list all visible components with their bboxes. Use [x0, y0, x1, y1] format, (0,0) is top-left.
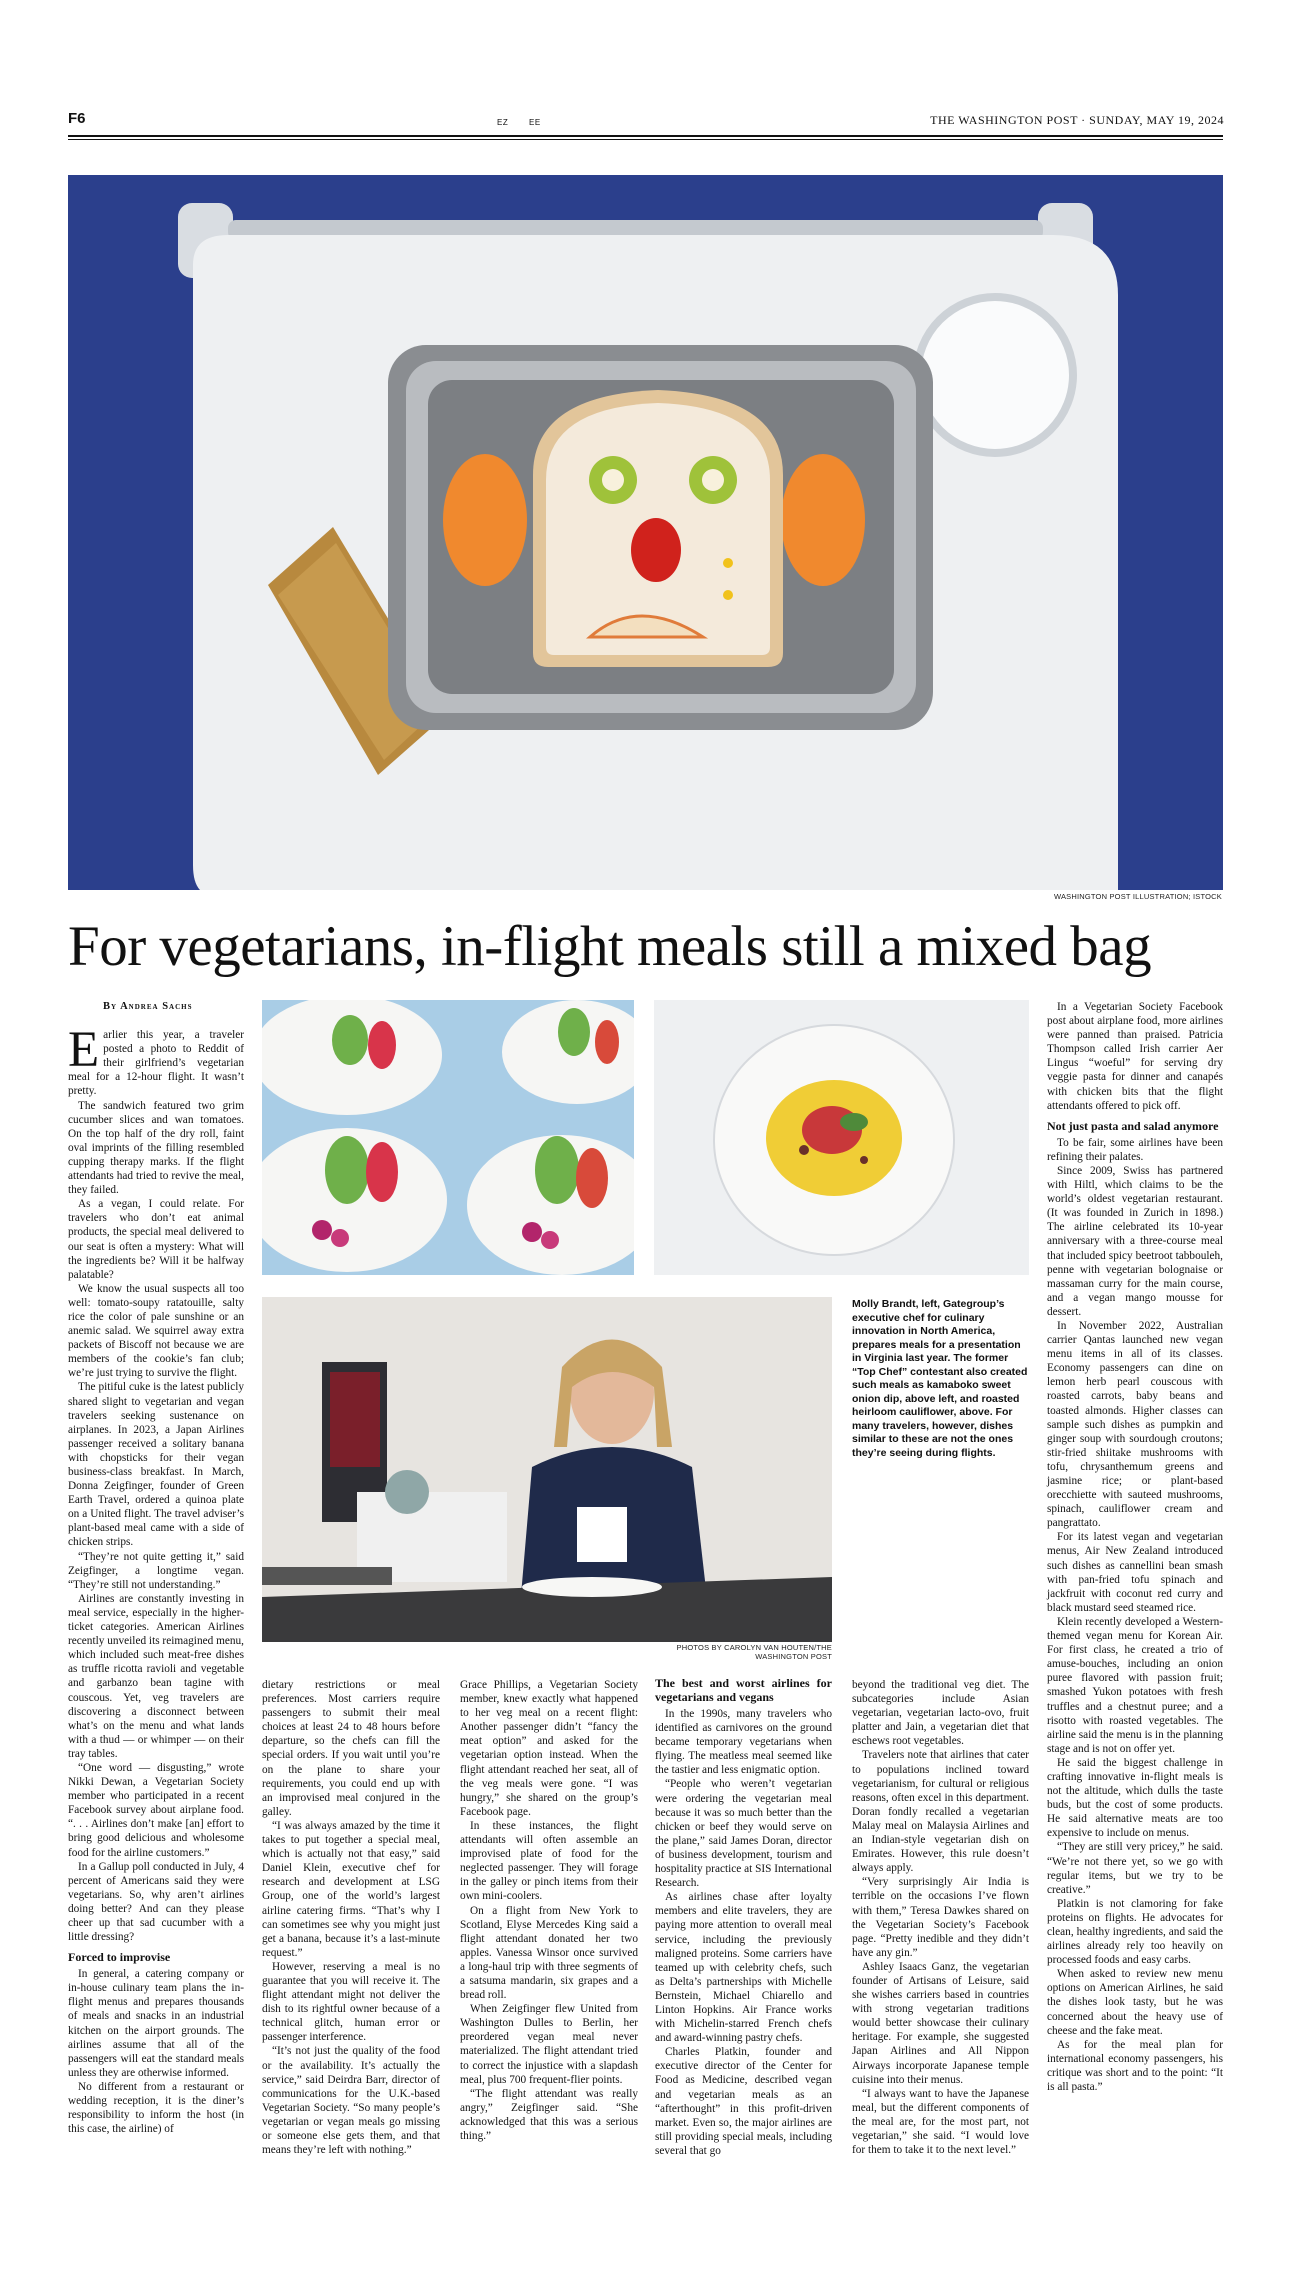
hero-illustration: [68, 175, 1223, 890]
paragraph: On a flight from New York to Scotland, Elyse Mercedes King said a flight attendant donated her two apples. Vanessa Winsor once survived a long-haul trip with three segments of a satsuma mandarin, six grapes and a bread roll.: [460, 1904, 638, 2002]
photo-cauliflower-plate: [654, 1000, 1029, 1275]
headline: For vegetarians, in-flight meals still a mixed bag: [68, 915, 1152, 978]
photo-dip-bowls: [262, 1000, 634, 1275]
paragraph: “One word — disgusting,” wrote Nikki Dewan, a Vegetarian Society member who participated in a recent Facebook survey about airplane food. “. . . Airlines don’t make [an] effort to bring good delicious and wholesome food for the airline customers.”: [68, 1761, 244, 1859]
paragraph: Klein recently developed a Western-themed vegan menu for Korean Air. For first class, he created a trio of amuse-bouches, including an onion puree flavored with passion fruit; smashed Yukon potatoes with fresh truffles and a chestnut puree; and a risotto with roasted vegetables. The airline said the menu is in the planning stage and is not on offer yet.: [1047, 1615, 1223, 1755]
subhead: The best and worst airlines for vegetarians and vegans: [655, 1676, 832, 1704]
edition-code: EZ: [497, 118, 509, 127]
masthead-rule: [68, 139, 1223, 140]
paragraph: The pitiful cuke is the latest publicly shared slight to vegetarian and vegan travelers seeking sustenance on airplanes. In 2023, a Japan Airlines passenger received a solitary banana with chopsticks for their vegan business-class breakfast. In March, Donna Zeigfinger, founder of Green Earth Travel, ordered a quinoa plate on a United flight. The travel adviser’s plant-based meal came with a side of chicken strips.: [68, 1381, 244, 1549]
cauliflower-plate-image: [654, 1000, 1029, 1275]
photo-chef: [262, 1297, 832, 1642]
paragraph: In general, a catering company or in-house culinary team plans the in-flight menus and prepares thousands of meals and snacks in an industrial kitchen on the airport grounds. The airlines assume that all of the passengers will eat the standard meals unless they are otherwise informed.: [68, 1968, 244, 2079]
paragraph: When asked to review new menu options on American Airlines, he said the dishes look tasty, but he was concerned about the heavy use of cheese and the fake meat.: [1047, 1968, 1223, 2037]
paragraph: “I was always amazed by the time it takes to put together a special meal, which is actually not that easy,” said Daniel Klein, executive chef for research and development at LSG Group, one of the world’s largest airline catering firms. “That’s why I can sometimes see why you might just get a banana, because it’s a last-minute request.”: [262, 1819, 440, 1959]
paragraph: No different from a restaurant or wedding reception, it is the diner’s responsibility to inform the host (in this case, the airline) of: [68, 2080, 244, 2136]
article-column-5: [852, 1678, 1029, 2157]
paragraph: beyond the traditional veg diet. The subcategories include Asian vegetarian, vegetarian lacto-ovo, fruit platter and Jain, a vegetarian diet that eschews root vegetables.: [852, 1679, 1029, 1748]
paragraph: To be fair, some airlines have been refining their palates.: [1047, 1136, 1223, 1163]
paragraph: In November 2022, Australian carrier Qantas launched new vegan menu items in all of its classes. Economy passengers can dine on lemon herb pearl couscous with roasted carrots, baby beans and toasted almonds. Higher classes can sample such dishes as pumpkin and ginger soup with sourdough croutons; stir-fried shiitake mushrooms with tofu, chrysanthemum greens and jasmine rice; or plant-based orecchiette with sauteed mushrooms, spinach, cauliflower cream and pangrattato.: [1047, 1319, 1223, 1530]
paragraph: “They’re not quite getting it,” said Zeigfinger, a longtime vegan. “They’re still not understanding.”: [68, 1550, 244, 1591]
chef-image: [262, 1297, 832, 1642]
paragraph: dietary restrictions or meal preferences. Most carriers require passengers to submit their meal choices at least 24 to 48 hours before departure, so the chefs can fill the special orders. If you wait until you’re on the plane to share your requirements, you could end up with an improvised meal conjured in the galley.: [262, 1679, 440, 1818]
paragraph: Ashley Isaacs Ganz, the vegetarian founder of Artisans of Leisure, said she wishes carriers based in countries with strong vegetarian traditions would better showcase their culinary heritage. For example, she suggested Japan Airlines and All Nippon Airways incorporate Japanese temple cuisine into their menus.: [852, 1960, 1029, 2086]
paragraph: Charles Platkin, founder and executive director of the Center for Food as Medicine, described vegan and vegetarian meals as an “afterthought” in this profit-driven market. Even so, the major airlines are still providing special meals, including several that go: [655, 2046, 832, 2157]
paragraph: He said the biggest challenge in crafting innovative in-flight meals is not the altitude, which dulls the taste buds, but the cost of some products. He said alternative meats are too expensive to include on menus.: [1047, 1756, 1223, 1840]
page-number: F6: [68, 110, 86, 127]
paragraph: “The flight attendant was really angry,” Zeigfinger said. “She acknowledged that this was a serious thing.”: [460, 2087, 638, 2142]
paragraph: In a Vegetarian Society Facebook post about airplane food, more airlines were panned than praised. Patricia Thompson called Irish carrier Aer Lingus “woeful” for serving dry veggie pasta for dinner and canapés with chicken bits that the flight attendants offered to pick off.: [1047, 1001, 1223, 1112]
paragraph: “People who weren’t vegetarian were ordering the vegetarian meal because it was so much better than the chicken or beef they would serve on the plane,” said James Doran, director of business development, tourism and hospitality practice at SIS International Research.: [655, 1778, 832, 1890]
article-column-4: [655, 1676, 832, 2158]
paragraph: In these instances, the flight attendants will often assemble an improvised plate of food for the neglected passenger. They will forage in the galley or pinch items from their own mini-coolers.: [460, 1819, 638, 1903]
paragraph: “I always want to have the Japanese meal, but the different components of the meal are, for the most part, not vegetarian,” she said. “I would love for them to take it to the next level.”: [852, 2087, 1029, 2157]
paragraph: Grace Phillips, a Vegetarian Society member, knew exactly what happened to her veg meal on a recent flight: Another passenger didn’t “fancy the meat option” and asked for the vegetarian option instead. When the flight attendant reached her seat, all of the veg meals were gone. “I was hungry,” she shared on the group’s Facebook page.: [460, 1679, 638, 1818]
paragraph: In a Gallup poll conducted in July, 4 percent of Americans said they were vegetarians. So, why aren’t airlines doing better? And can they please cheer up that sad cucumber with a little dressing?: [68, 1860, 244, 1944]
subhead: Forced to improvise: [68, 1950, 171, 1965]
paragraph: Travelers note that airlines that cater to populations inclined toward vegetarianism, for cultural or religious reasons, often excel in this department. Doran fondly recalled a vegetarian Malay meal on Malaysia Airlines and an Indian-style vegetarian dish on Emirates. However, this rule doesn’t always apply.: [852, 1749, 1029, 1875]
byline: By Andrea Sachs: [103, 1001, 193, 1012]
masthead-rule: [68, 135, 1223, 137]
paragraph: In the 1990s, many travelers who identified as carnivores on the ground became temporary vegetarians when flying. The meatless meal seemed like the tastier and less enigmatic option.: [655, 1708, 832, 1777]
article-column-1: [68, 1000, 244, 2136]
photo-credit: PHOTOS BY CAROLYN VAN HOUTEN/THE WASHINGTON POST: [676, 1643, 832, 1661]
paragraph: Since 2009, Swiss has partnered with Hiltl, which claims to be the world’s oldest vegetarian restaurant. (It was founded in Zurich in 1898.) The airline celebrated its 10-year anniversary with a three-course meal that included spicy beetroot tabbouleh, penne with vegetarian bolognaise or massaman curry for the main course, and a vegan mango mousse for dessert.: [1047, 1164, 1223, 1318]
paragraph: As airlines chase after loyalty members and elite travelers, they are paying more attention to overall meal service, including the previously maligned proteins. Some carriers have teamed up with celebrity chefs, such as Delta’s partnerships with Michelle Bernstein, Michael Chiarello and Linton Hopkins. Air France works with Michelin-starred French chefs and award-winning pastry chefs.: [655, 1891, 832, 2045]
photo-caption: Molly Brandt, left, Gategroup’s executive chef for culinary innovation in North America, prepares meals for a presentation in Virginia last year. The former “Top Chef” contestant also created such meals as kamaboko sweet onion dip, above left, and roasted heirloom cauliflower, above. For many travelers, however, dishes similar to these are not the ones they’re seeing during flights.: [852, 1298, 1028, 1459]
paragraph: Airlines are constantly investing in meal service, especially in the higher-ticket categories. American Airlines recently unveiled its reimagined menu, which included such meat-free dishes as truffle ricotta ravioli and vegetable and garbanzo bean tagine with couscous. Yet, veg travelers are discovering a disconnect between what’s on the menu and what lands with a thud — or whimper — on their tray tables.: [68, 1592, 244, 1760]
paragraph: “Very surprisingly Air India is terrible on the occasions I’ve flown with them,” Teresa Dawkes shared on the Vegetarian Society’s Facebook page. “Pretty inedible and they didn’t have any gin.”: [852, 1876, 1029, 1959]
paragraph: The sandwich featured two grim cucumber slices and wan tomatoes. On the top half of the dry roll, faint oval imprints of the filling resembled cupping therapy marks. If the flight attendants had tried to revive the meal, they failed.: [68, 1099, 244, 1197]
article-column-3: [460, 1678, 638, 2143]
tray-table-illustration: [68, 175, 1223, 890]
paragraph: We know the usual suspects all too well: tomato-soupy ratatouille, salty rice the color of pale sunshine or an anemic salad. We squirrel away extra packets of Biscoff not because we are members of the cookie’s fan club; we’re just trying to survive the flight.: [68, 1282, 244, 1380]
hero-credit: WASHINGTON POST ILLUSTRATION; ISTOCK: [1053, 892, 1222, 901]
dip-bowls-image: [262, 1000, 634, 1275]
paragraph: As for the meal plan for international economy passengers, his critique was short and to the point: “It is all pasta.”: [1047, 2038, 1223, 2094]
paragraph: arlier this year, a traveler posted a photo to Reddit of their girlfriend’s vegetarian meal for a 12-hour flight. It wasn’t pretty.: [68, 1029, 244, 1098]
drop-cap: E: [68, 1022, 100, 1079]
article-column-2: [262, 1678, 440, 2157]
subhead: Not just pasta and salad anymore: [1047, 1118, 1219, 1133]
dateline: THE WASHINGTON POST · SUNDAY, MAY 19, 2024: [930, 113, 1224, 127]
paragraph: Platkin is not clamoring for fake proteins on flights. He advocates for clean, healthy ingredients, and said the airlines already rely too heavily on processed foods and easy carbs.: [1047, 1897, 1223, 1967]
edition-code: EE: [529, 118, 541, 127]
paragraph: As a vegan, I could relate. For travelers who don’t eat animal products, the special meal delivered to our seat is often a mystery: What will the ingredients be? Will it be halfway palatable?: [68, 1198, 244, 1281]
paragraph: For its latest vegan and vegetarian menus, Air New Zealand introduced such dishes as cannellini bean smash with pan-fried tofu spinach and jackfruit with coconut red curry and black mustard seed steamed rice.: [1047, 1531, 1223, 1614]
paragraph: When Zeigfinger flew United from Washington Dulles to Berlin, her preordered vegan meal never materialized. The flight attendant tried to correct the injustice with a slapdash meal, plus 700 frequent-flier points.: [460, 2003, 638, 2086]
article-column-6: [1047, 1000, 1223, 2094]
paragraph: “It’s not just the quality of the food or the availability. It’s actually the service,” said Deirdra Barr, director of communications for the U.K.-based Vegetarian Society. “So many people’s vegetarian or vegan meals go missing or someone else gets them, and that means they’re left with nothing.”: [262, 2045, 440, 2157]
paragraph: “They are still very pricey,” he said. “We’re not there yet, so we go with regular items, but we try to be creative.”: [1047, 1841, 1223, 1896]
paragraph: However, reserving a meal is no guarantee that you will receive it. The flight attendant might not deliver the dish to its rightful owner because of a technical glitch, human error or passenger interference.: [262, 1960, 440, 2044]
